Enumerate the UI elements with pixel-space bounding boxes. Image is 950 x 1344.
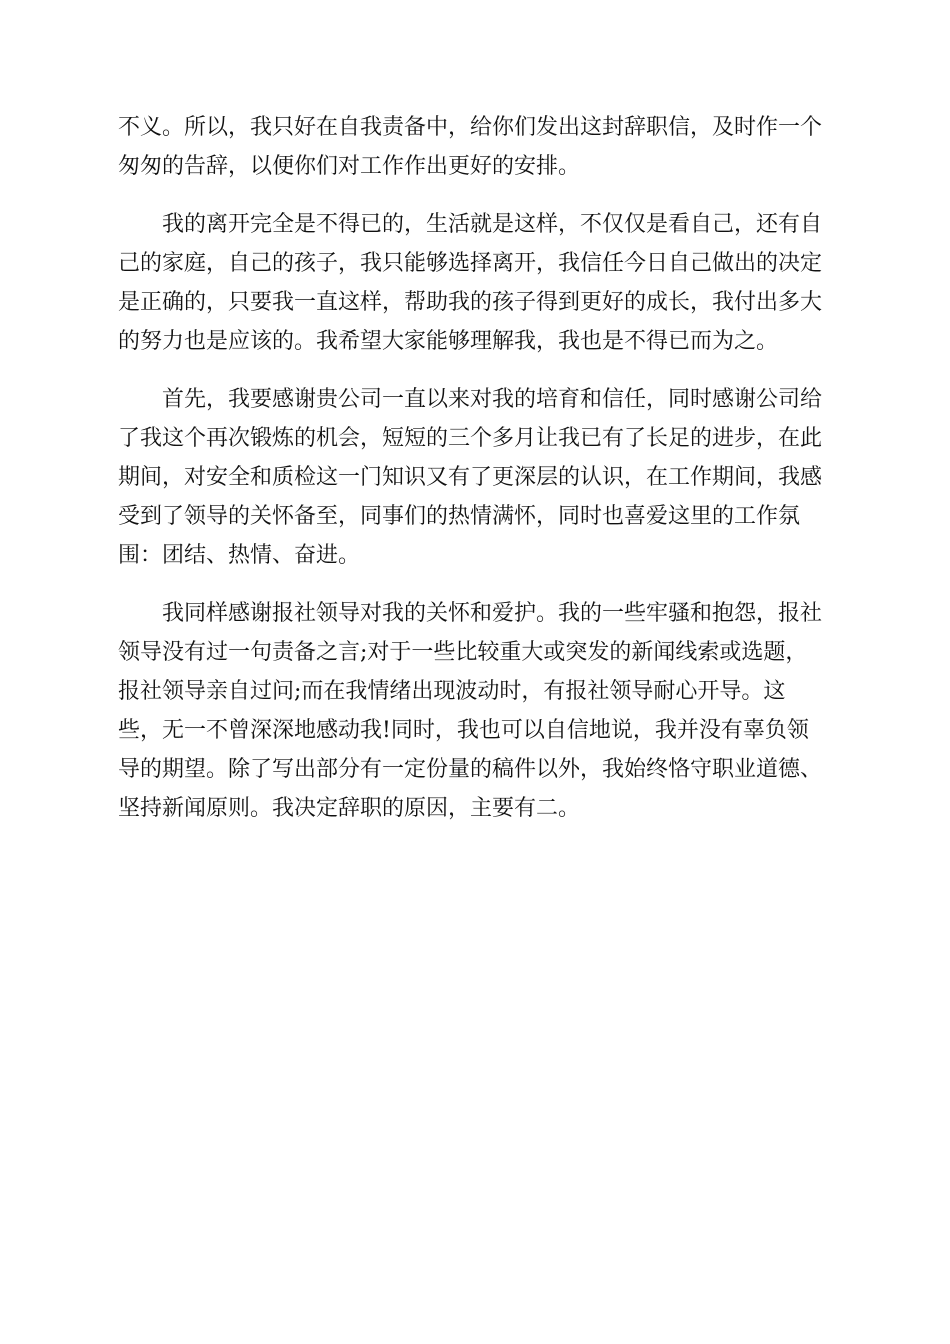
paragraph-line: 首先，我要感谢贵公司一直以来对我的培育和信任，同时感谢公司给 [162, 387, 823, 412]
paragraph [118, 108, 834, 186]
paragraph-line: 坚持新闻原则。我决定辞职的原因，主要有二。 [118, 796, 581, 821]
paragraph-spacer [118, 186, 834, 205]
paragraph [118, 205, 834, 361]
paragraph-line: 不义。所以，我只好在自我责备中，给你们发出这封辞职信，及时作一个 [118, 115, 823, 140]
paragraph-line: 受到了领导的关怀备至，同事们的热情满怀，同时也喜爱这里的工作氛 [118, 504, 801, 529]
paragraph-line: 己的家庭，自己的孩子，我只能够选择离开，我信任今日自己做出的决定 [118, 251, 823, 276]
paragraph-spacer [118, 361, 834, 380]
paragraph-line: 我同样感谢报社领导对我的关怀和爱护。我的一些牢骚和抱怨，报社 [162, 601, 823, 626]
paragraph-spacer [118, 575, 834, 594]
document-body [118, 108, 834, 828]
paragraph-line: 围：团结、热情、奋进。 [118, 543, 361, 568]
paragraph [118, 594, 834, 828]
paragraph-line: 些，无一不曾深深地感动我!同时，我也可以自信地说，我并没有辜负领 [118, 718, 809, 743]
paragraph-line: 了我这个再次锻炼的机会，短短的三个多月让我已有了长足的进步，在此 [118, 426, 823, 451]
paragraph-line: 期间，对安全和质检这一门知识又有了更深层的认识，在工作期间，我感 [118, 465, 823, 490]
paragraph-line: 匆匆的告辞，以便你们对工作作出更好的安排。 [118, 154, 581, 179]
paragraph-line: 导的期望。除了写出部分有一定份量的稿件以外，我始终恪守职业道德、 [118, 757, 823, 782]
paragraph-line: 报社领导亲自过问;而在我情绪出现波动时，有报社领导耐心开导。这 [118, 679, 786, 704]
paragraph [118, 380, 834, 575]
paragraph-line: 我的离开完全是不得已的，生活就是这样，不仅仅是看自己，还有自 [162, 212, 823, 237]
paragraph-line: 的努力也是应该的。我希望大家能够理解我，我也是不得已而为之。 [118, 329, 779, 354]
paragraph-line: 是正确的，只要我一直这样，帮助我的孩子得到更好的成长，我付出多大 [118, 290, 823, 315]
paragraph-line: 领导没有过一句责备之言;对于一些比较重大或突发的新闻线索或选题， [118, 640, 808, 665]
